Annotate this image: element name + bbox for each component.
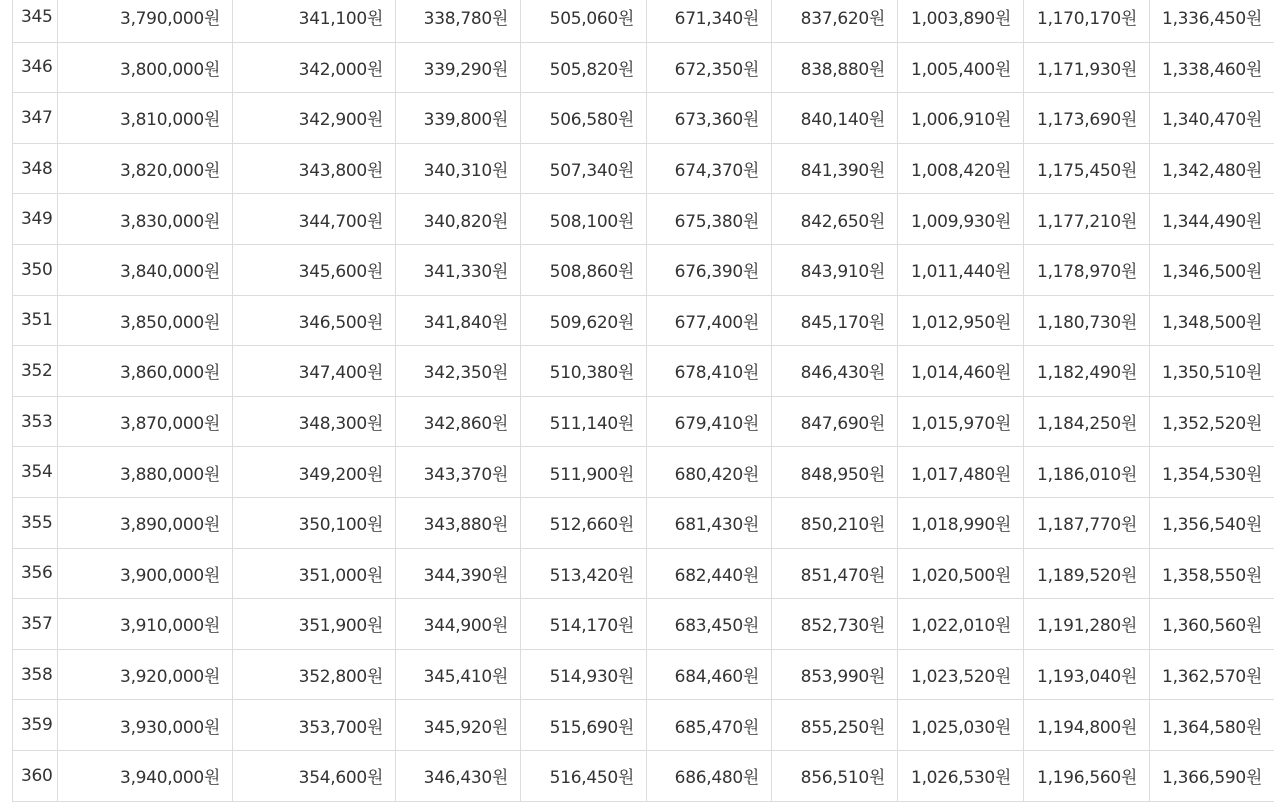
cell-base-amount: 3,800,000원	[58, 42, 233, 93]
table-row	[13, 143, 1275, 194]
cell-col-3: 342,000원	[233, 42, 396, 93]
cell-col-4: 342,860원	[396, 396, 521, 447]
cell-col-9: 1,194,800원	[1024, 700, 1150, 751]
cell-col-8: 1,008,420원	[898, 143, 1024, 194]
cell-col-4: 343,880원	[396, 497, 521, 548]
cell-col-7: 843,910원	[772, 244, 898, 295]
table-row	[13, 0, 1275, 42]
cell-col-6: 672,350원	[647, 42, 772, 93]
cell-base-amount: 3,940,000원	[58, 750, 233, 801]
cell-col-3: 350,100원	[233, 497, 396, 548]
cell-base-amount: 3,820,000원	[58, 143, 233, 194]
cell-row-number: 354	[13, 447, 58, 498]
cell-col-6: 677,400원	[647, 295, 772, 346]
cell-col-8: 1,009,930원	[898, 194, 1024, 245]
cell-col-4: 344,390원	[396, 548, 521, 599]
cell-col-9: 1,189,520원	[1024, 548, 1150, 599]
cell-col-5: 510,380원	[521, 346, 647, 397]
table-row	[13, 42, 1275, 93]
cell-col-6: 674,370원	[647, 143, 772, 194]
cell-base-amount: 3,870,000원	[58, 396, 233, 447]
cell-col-8: 1,014,460원	[898, 346, 1024, 397]
cell-col-10: 1,344,490원	[1150, 194, 1275, 245]
cell-col-3: 353,700원	[233, 700, 396, 751]
cell-col-4: 339,290원	[396, 42, 521, 93]
cell-row-number: 350	[13, 244, 58, 295]
page-edge	[1274, 0, 1280, 803]
table-row	[13, 396, 1275, 447]
cell-col-3: 347,400원	[233, 346, 396, 397]
cell-col-5: 514,170원	[521, 599, 647, 650]
cell-col-7: 856,510원	[772, 750, 898, 801]
cell-col-7: 852,730원	[772, 599, 898, 650]
cell-col-9: 1,182,490원	[1024, 346, 1150, 397]
cell-col-6: 680,420원	[647, 447, 772, 498]
cell-col-3: 343,800원	[233, 143, 396, 194]
cell-col-5: 507,340원	[521, 143, 647, 194]
cell-col-4: 338,780원	[396, 0, 521, 42]
cell-col-9: 1,184,250원	[1024, 396, 1150, 447]
cell-col-3: 345,600원	[233, 244, 396, 295]
cell-col-6: 676,390원	[647, 244, 772, 295]
cell-col-8: 1,005,400원	[898, 42, 1024, 93]
cell-col-7: 840,140원	[772, 93, 898, 144]
cell-col-7: 848,950원	[772, 447, 898, 498]
cell-col-3: 348,300원	[233, 396, 396, 447]
cell-row-number: 347	[13, 93, 58, 144]
cell-col-5: 511,900원	[521, 447, 647, 498]
salary-table	[12, 0, 1275, 802]
cell-col-9: 1,175,450원	[1024, 143, 1150, 194]
cell-col-3: 344,700원	[233, 194, 396, 245]
table-row	[13, 194, 1275, 245]
cell-row-number: 351	[13, 295, 58, 346]
cell-col-10: 1,354,530원	[1150, 447, 1275, 498]
table-body	[13, 0, 1275, 801]
cell-col-4: 345,410원	[396, 649, 521, 700]
cell-col-8: 1,006,910원	[898, 93, 1024, 144]
cell-col-5: 506,580원	[521, 93, 647, 144]
cell-base-amount: 3,880,000원	[58, 447, 233, 498]
cell-col-10: 1,348,500원	[1150, 295, 1275, 346]
cell-col-8: 1,012,950원	[898, 295, 1024, 346]
cell-col-10: 1,336,450원	[1150, 0, 1275, 42]
cell-col-4: 342,350원	[396, 346, 521, 397]
cell-col-5: 505,820원	[521, 42, 647, 93]
cell-col-8: 1,026,530원	[898, 750, 1024, 801]
cell-col-5: 516,450원	[521, 750, 647, 801]
table-row	[13, 93, 1275, 144]
cell-col-6: 686,480원	[647, 750, 772, 801]
cell-col-6: 673,360원	[647, 93, 772, 144]
cell-col-6: 682,440원	[647, 548, 772, 599]
cell-col-5: 515,690원	[521, 700, 647, 751]
cell-col-4: 346,430원	[396, 750, 521, 801]
cell-row-number: 355	[13, 497, 58, 548]
cell-col-5: 508,860원	[521, 244, 647, 295]
table-row	[13, 244, 1275, 295]
cell-col-10: 1,358,550원	[1150, 548, 1275, 599]
cell-col-5: 508,100원	[521, 194, 647, 245]
cell-col-10: 1,364,580원	[1150, 700, 1275, 751]
cell-col-9: 1,170,170원	[1024, 0, 1150, 42]
cell-col-3: 352,800원	[233, 649, 396, 700]
cell-col-6: 671,340원	[647, 0, 772, 42]
table-row	[13, 447, 1275, 498]
cell-col-9: 1,171,930원	[1024, 42, 1150, 93]
table-row	[13, 649, 1275, 700]
cell-col-9: 1,178,970원	[1024, 244, 1150, 295]
cell-col-5: 509,620원	[521, 295, 647, 346]
cell-base-amount: 3,930,000원	[58, 700, 233, 751]
cell-row-number: 356	[13, 548, 58, 599]
cell-row-number: 348	[13, 143, 58, 194]
cell-base-amount: 3,910,000원	[58, 599, 233, 650]
cell-col-9: 1,180,730원	[1024, 295, 1150, 346]
cell-col-6: 683,450원	[647, 599, 772, 650]
cell-row-number: 359	[13, 700, 58, 751]
cell-base-amount: 3,790,000원	[58, 0, 233, 42]
cell-col-8: 1,020,500원	[898, 548, 1024, 599]
cell-col-5: 514,930원	[521, 649, 647, 700]
cell-col-4: 339,800원	[396, 93, 521, 144]
cell-col-7: 851,470원	[772, 548, 898, 599]
cell-col-8: 1,015,970원	[898, 396, 1024, 447]
cell-col-10: 1,362,570원	[1150, 649, 1275, 700]
cell-col-4: 341,330원	[396, 244, 521, 295]
cell-col-10: 1,338,460원	[1150, 42, 1275, 93]
table-row	[13, 548, 1275, 599]
cell-col-4: 341,840원	[396, 295, 521, 346]
cell-col-6: 675,380원	[647, 194, 772, 245]
cell-col-7: 842,650원	[772, 194, 898, 245]
cell-col-10: 1,366,590원	[1150, 750, 1275, 801]
table-row	[13, 750, 1275, 801]
cell-base-amount: 3,890,000원	[58, 497, 233, 548]
cell-col-6: 684,460원	[647, 649, 772, 700]
cell-col-7: 845,170원	[772, 295, 898, 346]
cell-col-7: 850,210원	[772, 497, 898, 548]
cell-col-8: 1,022,010원	[898, 599, 1024, 650]
cell-base-amount: 3,810,000원	[58, 93, 233, 144]
cell-col-7: 837,620원	[772, 0, 898, 42]
cell-col-10: 1,340,470원	[1150, 93, 1275, 144]
cell-row-number: 345	[13, 0, 58, 42]
cell-col-3: 341,100원	[233, 0, 396, 42]
cell-row-number: 346	[13, 42, 58, 93]
cell-col-4: 344,900원	[396, 599, 521, 650]
cell-col-3: 354,600원	[233, 750, 396, 801]
cell-base-amount: 3,900,000원	[58, 548, 233, 599]
cell-col-9: 1,191,280원	[1024, 599, 1150, 650]
cell-col-9: 1,193,040원	[1024, 649, 1150, 700]
cell-col-4: 340,310원	[396, 143, 521, 194]
cell-col-3: 342,900원	[233, 93, 396, 144]
cell-col-6: 681,430원	[647, 497, 772, 548]
table-row	[13, 599, 1275, 650]
cell-col-7: 841,390원	[772, 143, 898, 194]
cell-col-8: 1,023,520원	[898, 649, 1024, 700]
cell-base-amount: 3,840,000원	[58, 244, 233, 295]
cell-col-7: 853,990원	[772, 649, 898, 700]
cell-row-number: 358	[13, 649, 58, 700]
cell-col-9: 1,177,210원	[1024, 194, 1150, 245]
cell-col-9: 1,186,010원	[1024, 447, 1150, 498]
cell-col-10: 1,342,480원	[1150, 143, 1275, 194]
cell-col-7: 846,430원	[772, 346, 898, 397]
cell-row-number: 357	[13, 599, 58, 650]
cell-col-4: 345,920원	[396, 700, 521, 751]
table-row	[13, 497, 1275, 548]
cell-col-3: 346,500원	[233, 295, 396, 346]
cell-row-number: 353	[13, 396, 58, 447]
cell-col-3: 351,900원	[233, 599, 396, 650]
cell-base-amount: 3,920,000원	[58, 649, 233, 700]
cell-row-number: 352	[13, 346, 58, 397]
table-row	[13, 295, 1275, 346]
table-row	[13, 346, 1275, 397]
cell-col-6: 678,410원	[647, 346, 772, 397]
cell-col-10: 1,360,560원	[1150, 599, 1275, 650]
cell-col-7: 855,250원	[772, 700, 898, 751]
cell-col-5: 505,060원	[521, 0, 647, 42]
cell-col-3: 351,000원	[233, 548, 396, 599]
cell-base-amount: 3,850,000원	[58, 295, 233, 346]
cell-base-amount: 3,830,000원	[58, 194, 233, 245]
cell-col-8: 1,025,030원	[898, 700, 1024, 751]
cell-col-5: 512,660원	[521, 497, 647, 548]
cell-row-number: 349	[13, 194, 58, 245]
cell-col-3: 349,200원	[233, 447, 396, 498]
cell-col-6: 685,470원	[647, 700, 772, 751]
cell-col-6: 679,410원	[647, 396, 772, 447]
salary-table-container	[12, 0, 1274, 802]
cell-col-9: 1,196,560원	[1024, 750, 1150, 801]
cell-base-amount: 3,860,000원	[58, 346, 233, 397]
cell-col-8: 1,011,440원	[898, 244, 1024, 295]
cell-col-10: 1,346,500원	[1150, 244, 1275, 295]
cell-col-8: 1,018,990원	[898, 497, 1024, 548]
cell-col-10: 1,350,510원	[1150, 346, 1275, 397]
cell-col-4: 343,370원	[396, 447, 521, 498]
cell-col-9: 1,187,770원	[1024, 497, 1150, 548]
cell-col-9: 1,173,690원	[1024, 93, 1150, 144]
cell-col-7: 838,880원	[772, 42, 898, 93]
cell-col-7: 847,690원	[772, 396, 898, 447]
cell-col-5: 513,420원	[521, 548, 647, 599]
cell-row-number: 360	[13, 750, 58, 801]
table-row	[13, 700, 1275, 751]
cell-col-10: 1,356,540원	[1150, 497, 1275, 548]
cell-col-8: 1,017,480원	[898, 447, 1024, 498]
cell-col-8: 1,003,890원	[898, 0, 1024, 42]
cell-col-4: 340,820원	[396, 194, 521, 245]
cell-col-10: 1,352,520원	[1150, 396, 1275, 447]
cell-col-5: 511,140원	[521, 396, 647, 447]
